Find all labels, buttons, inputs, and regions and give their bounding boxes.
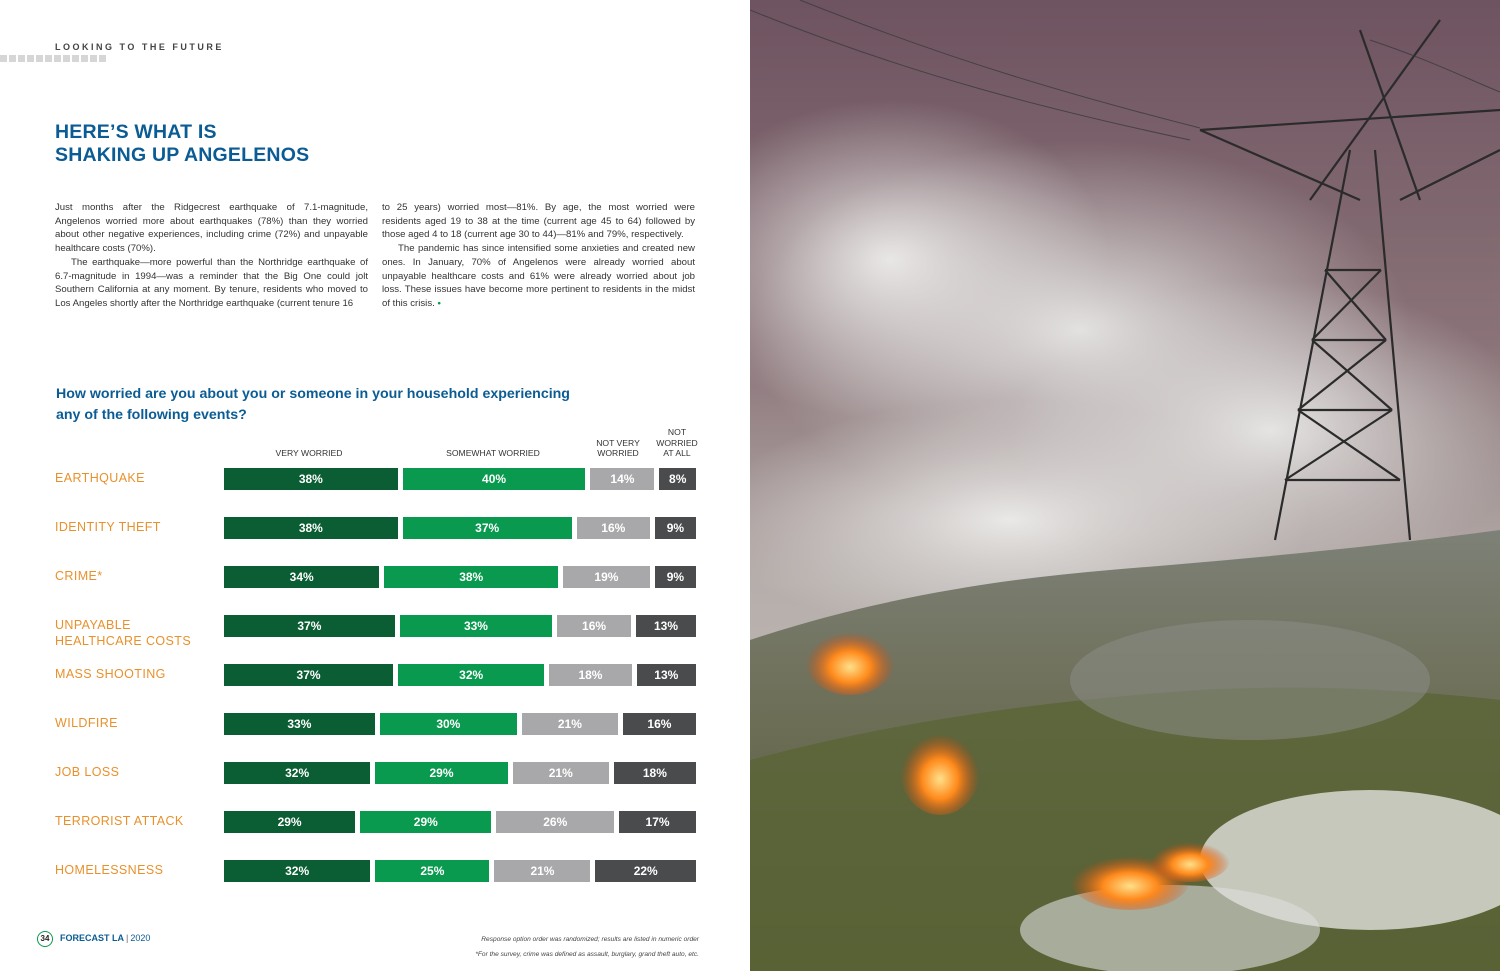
- body-paragraph: [382, 242, 695, 311]
- not-worried-at-all-bar: 18%: [614, 762, 696, 784]
- brand-name: FORECAST LA: [60, 933, 124, 943]
- row-label: [55, 814, 215, 830]
- page-number-badge: 34: [37, 931, 53, 947]
- not-worried-at-all-bar: 13%: [637, 664, 696, 686]
- body-paragraph: to 25 years) worried most—81%. By age, the most worried were residents aged 19 to 38 at the time (current age 45 to 64) followed by those aged 4 to 18 (current age 30 to 44)—81% and 79%, respectively.: [382, 202, 695, 241]
- not-worried-at-all-bar: 22%: [595, 860, 696, 882]
- somewhat-worried-bar: 37%: [403, 517, 572, 539]
- headline-line-2: SHAKING UP ANGELENOS: [55, 144, 310, 166]
- not-very-worried-bar: 16%: [577, 517, 650, 539]
- brand-year: 2020: [130, 933, 151, 943]
- footnote-randomized: Response option order was randomized; results are listed in numeric order: [481, 936, 699, 943]
- legend-line: NOT VERY: [596, 437, 640, 448]
- row-label-line: IDENTITY THEFT: [55, 520, 161, 534]
- question-line-1: How worried are you about you or someone in your household experiencing: [56, 386, 570, 402]
- legend-line: WORRIED: [597, 448, 639, 459]
- row-label: [55, 765, 215, 781]
- not-worried-at-all-bar: 9%: [655, 566, 696, 588]
- legend-line: NOT: [667, 427, 687, 438]
- row-label-line: HOMELESSNESS: [55, 863, 164, 877]
- not-very-worried-bar: 21%: [513, 762, 609, 784]
- decoration-dot: [54, 55, 61, 62]
- not-very-worried-bar: 26%: [496, 811, 614, 833]
- decoration-dot: [72, 55, 79, 62]
- row-label-line: CRIME*: [55, 569, 103, 583]
- brand-separator: |: [126, 933, 129, 943]
- wildfire-photo-illustration: [750, 0, 1500, 971]
- row-label: [55, 863, 215, 879]
- somewhat-worried-bar: 40%: [403, 468, 586, 490]
- decoration-dot: [9, 55, 16, 62]
- section-dots-decoration: [0, 55, 106, 62]
- legend-somewhat-worried: [413, 448, 573, 459]
- body-paragraph: Just months after the Ridgecrest earthquake of 7.1-magnitude, Angelenos worried more about earthquakes (78%) than they worried about other negative experiences, including crime (72%) and unpayable healthcare costs (70%).: [55, 202, 368, 255]
- not-very-worried-bar: 19%: [563, 566, 650, 588]
- very-worried-bar: 32%: [224, 860, 370, 882]
- somewhat-worried-bar: 29%: [375, 762, 508, 784]
- not-worried-at-all-bar: 16%: [623, 713, 696, 735]
- legend-not-very-worried: [588, 438, 648, 459]
- chart-question: [56, 384, 616, 426]
- row-label: [55, 471, 215, 487]
- very-worried-bar: 29%: [224, 811, 355, 833]
- row-label: [55, 618, 215, 649]
- legend-not-worried-at-all: [647, 427, 707, 459]
- not-worried-at-all-bar: 9%: [655, 517, 696, 539]
- somewhat-worried-bar: 38%: [384, 566, 558, 588]
- headline-line-1: HERE’S WHAT IS: [55, 121, 217, 143]
- very-worried-bar: 37%: [224, 664, 393, 686]
- section-label: LOOKING TO THE FUTURE: [55, 42, 224, 52]
- somewhat-worried-bar: 30%: [380, 713, 517, 735]
- row-label-line: TERRORIST ATTACK: [55, 814, 184, 828]
- somewhat-worried-bar: 32%: [398, 664, 544, 686]
- somewhat-worried-bar: 33%: [400, 615, 552, 637]
- somewhat-worried-bar: 29%: [360, 811, 491, 833]
- not-very-worried-bar: 14%: [590, 468, 654, 490]
- legend-line: WORRIED: [656, 437, 698, 448]
- body-paragraph: The earthquake—more powerful than the Northridge earthquake of 6.7-magnitude in 1994—was a reminder that the Big One could jolt Southern California at any moment. By tenure, residents who moved to Los Angeles shortly after the Northridge earthquake (current tenure 16: [55, 256, 368, 309]
- not-very-worried-bar: 21%: [522, 713, 618, 735]
- not-worried-at-all-bar: 17%: [619, 811, 696, 833]
- somewhat-worried-bar: 25%: [375, 860, 489, 882]
- not-very-worried-bar: 16%: [557, 615, 631, 637]
- row-label-line: HEALTHCARE COSTS: [55, 633, 192, 648]
- row-label: [55, 716, 215, 732]
- row-label: [55, 569, 215, 585]
- not-worried-at-all-bar: 8%: [659, 468, 696, 490]
- very-worried-bar: 33%: [224, 713, 375, 735]
- headline: [55, 121, 309, 167]
- footnote-crime-definition: *For the survey, crime was defined as assault, burglary, grand theft auto, etc.: [475, 951, 699, 958]
- row-label-line: UNPAYABLE: [55, 618, 131, 632]
- very-worried-bar: 34%: [224, 566, 379, 588]
- decoration-dot: [27, 55, 34, 62]
- very-worried-bar: 32%: [224, 762, 370, 784]
- not-very-worried-bar: 21%: [494, 860, 590, 882]
- row-label: [55, 667, 215, 683]
- legend-very-worried: [239, 448, 379, 459]
- row-label-line: EARTHQUAKE: [55, 471, 145, 485]
- legend-line: VERY WORRIED: [275, 448, 343, 459]
- row-label-line: WILDFIRE: [55, 716, 118, 730]
- decoration-dot: [45, 55, 52, 62]
- decoration-dot: [18, 55, 25, 62]
- decoration-dot: [81, 55, 88, 62]
- question-line-2: any of the following events?: [56, 407, 247, 423]
- body-column-1: [55, 201, 368, 311]
- row-label-line: JOB LOSS: [55, 765, 120, 779]
- wildfire-power-tower-photo: [750, 0, 1500, 971]
- very-worried-bar: 37%: [224, 615, 395, 637]
- not-very-worried-bar: 18%: [549, 664, 631, 686]
- legend-line: SOMEWHAT WORRIED: [446, 448, 540, 459]
- body-paragraph-text: The pandemic has since intensified some anxieties and created new ones. In January, 70% of Angelenos were already worried about unpayable healthcare costs and 61% were already worried about job loss. These issues have become more pertinent to residents in the midst of this crisis.: [382, 243, 695, 309]
- row-label-line: MASS SHOOTING: [55, 667, 166, 681]
- decoration-dot: [99, 55, 106, 62]
- body-column-2: [382, 201, 695, 311]
- footer-brand: [60, 933, 150, 943]
- row-label: [55, 520, 215, 536]
- end-mark: •: [437, 297, 441, 309]
- decoration-dot: [36, 55, 43, 62]
- not-worried-at-all-bar: 13%: [636, 615, 696, 637]
- decoration-dot: [90, 55, 97, 62]
- legend-line: AT ALL: [663, 448, 691, 459]
- decoration-dot: [63, 55, 70, 62]
- decoration-dot: [0, 55, 7, 62]
- very-worried-bar: 38%: [224, 468, 398, 490]
- very-worried-bar: 38%: [224, 517, 398, 539]
